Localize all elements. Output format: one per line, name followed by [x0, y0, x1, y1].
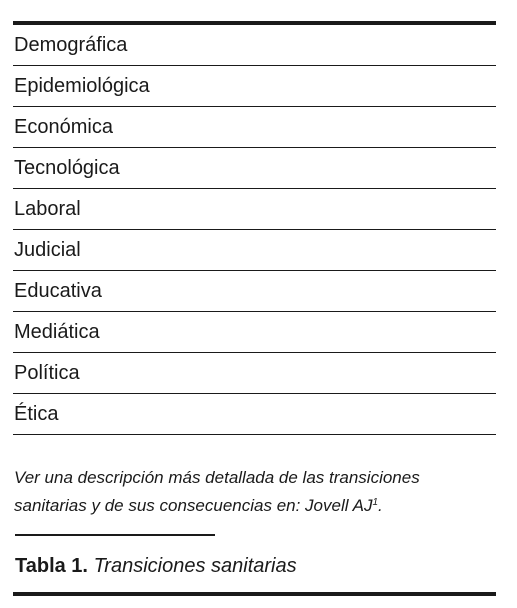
table-row: Laboral	[13, 189, 496, 230]
table-bottom-rule	[13, 592, 496, 596]
note-text: Ver una descripción más detallada de las transiciones sanitarias y de sus consecuencias en: Jovell AJ	[14, 468, 420, 515]
note-end: .	[378, 496, 383, 515]
table-row: Judicial	[13, 230, 496, 271]
table-row: Económica	[13, 107, 496, 148]
reference-superscript: 1	[372, 497, 379, 508]
table-row: Política	[13, 353, 496, 394]
table-row: Demográfica	[13, 25, 496, 66]
transitions-table	[13, 25, 496, 435]
table-row: Epidemiológica	[13, 66, 496, 107]
table-row: Tecnológica	[13, 148, 496, 189]
table-row: Mediática	[13, 312, 496, 353]
table-row: Ética	[13, 394, 496, 435]
table-note	[14, 464, 496, 520]
caption-separator	[15, 534, 215, 536]
caption-label: Tabla 1.	[15, 555, 88, 577]
table-caption	[15, 556, 297, 576]
caption-title: Transiciones sanitarias	[93, 555, 297, 577]
document-page	[13, 0, 496, 608]
table-row: Educativa	[13, 271, 496, 312]
